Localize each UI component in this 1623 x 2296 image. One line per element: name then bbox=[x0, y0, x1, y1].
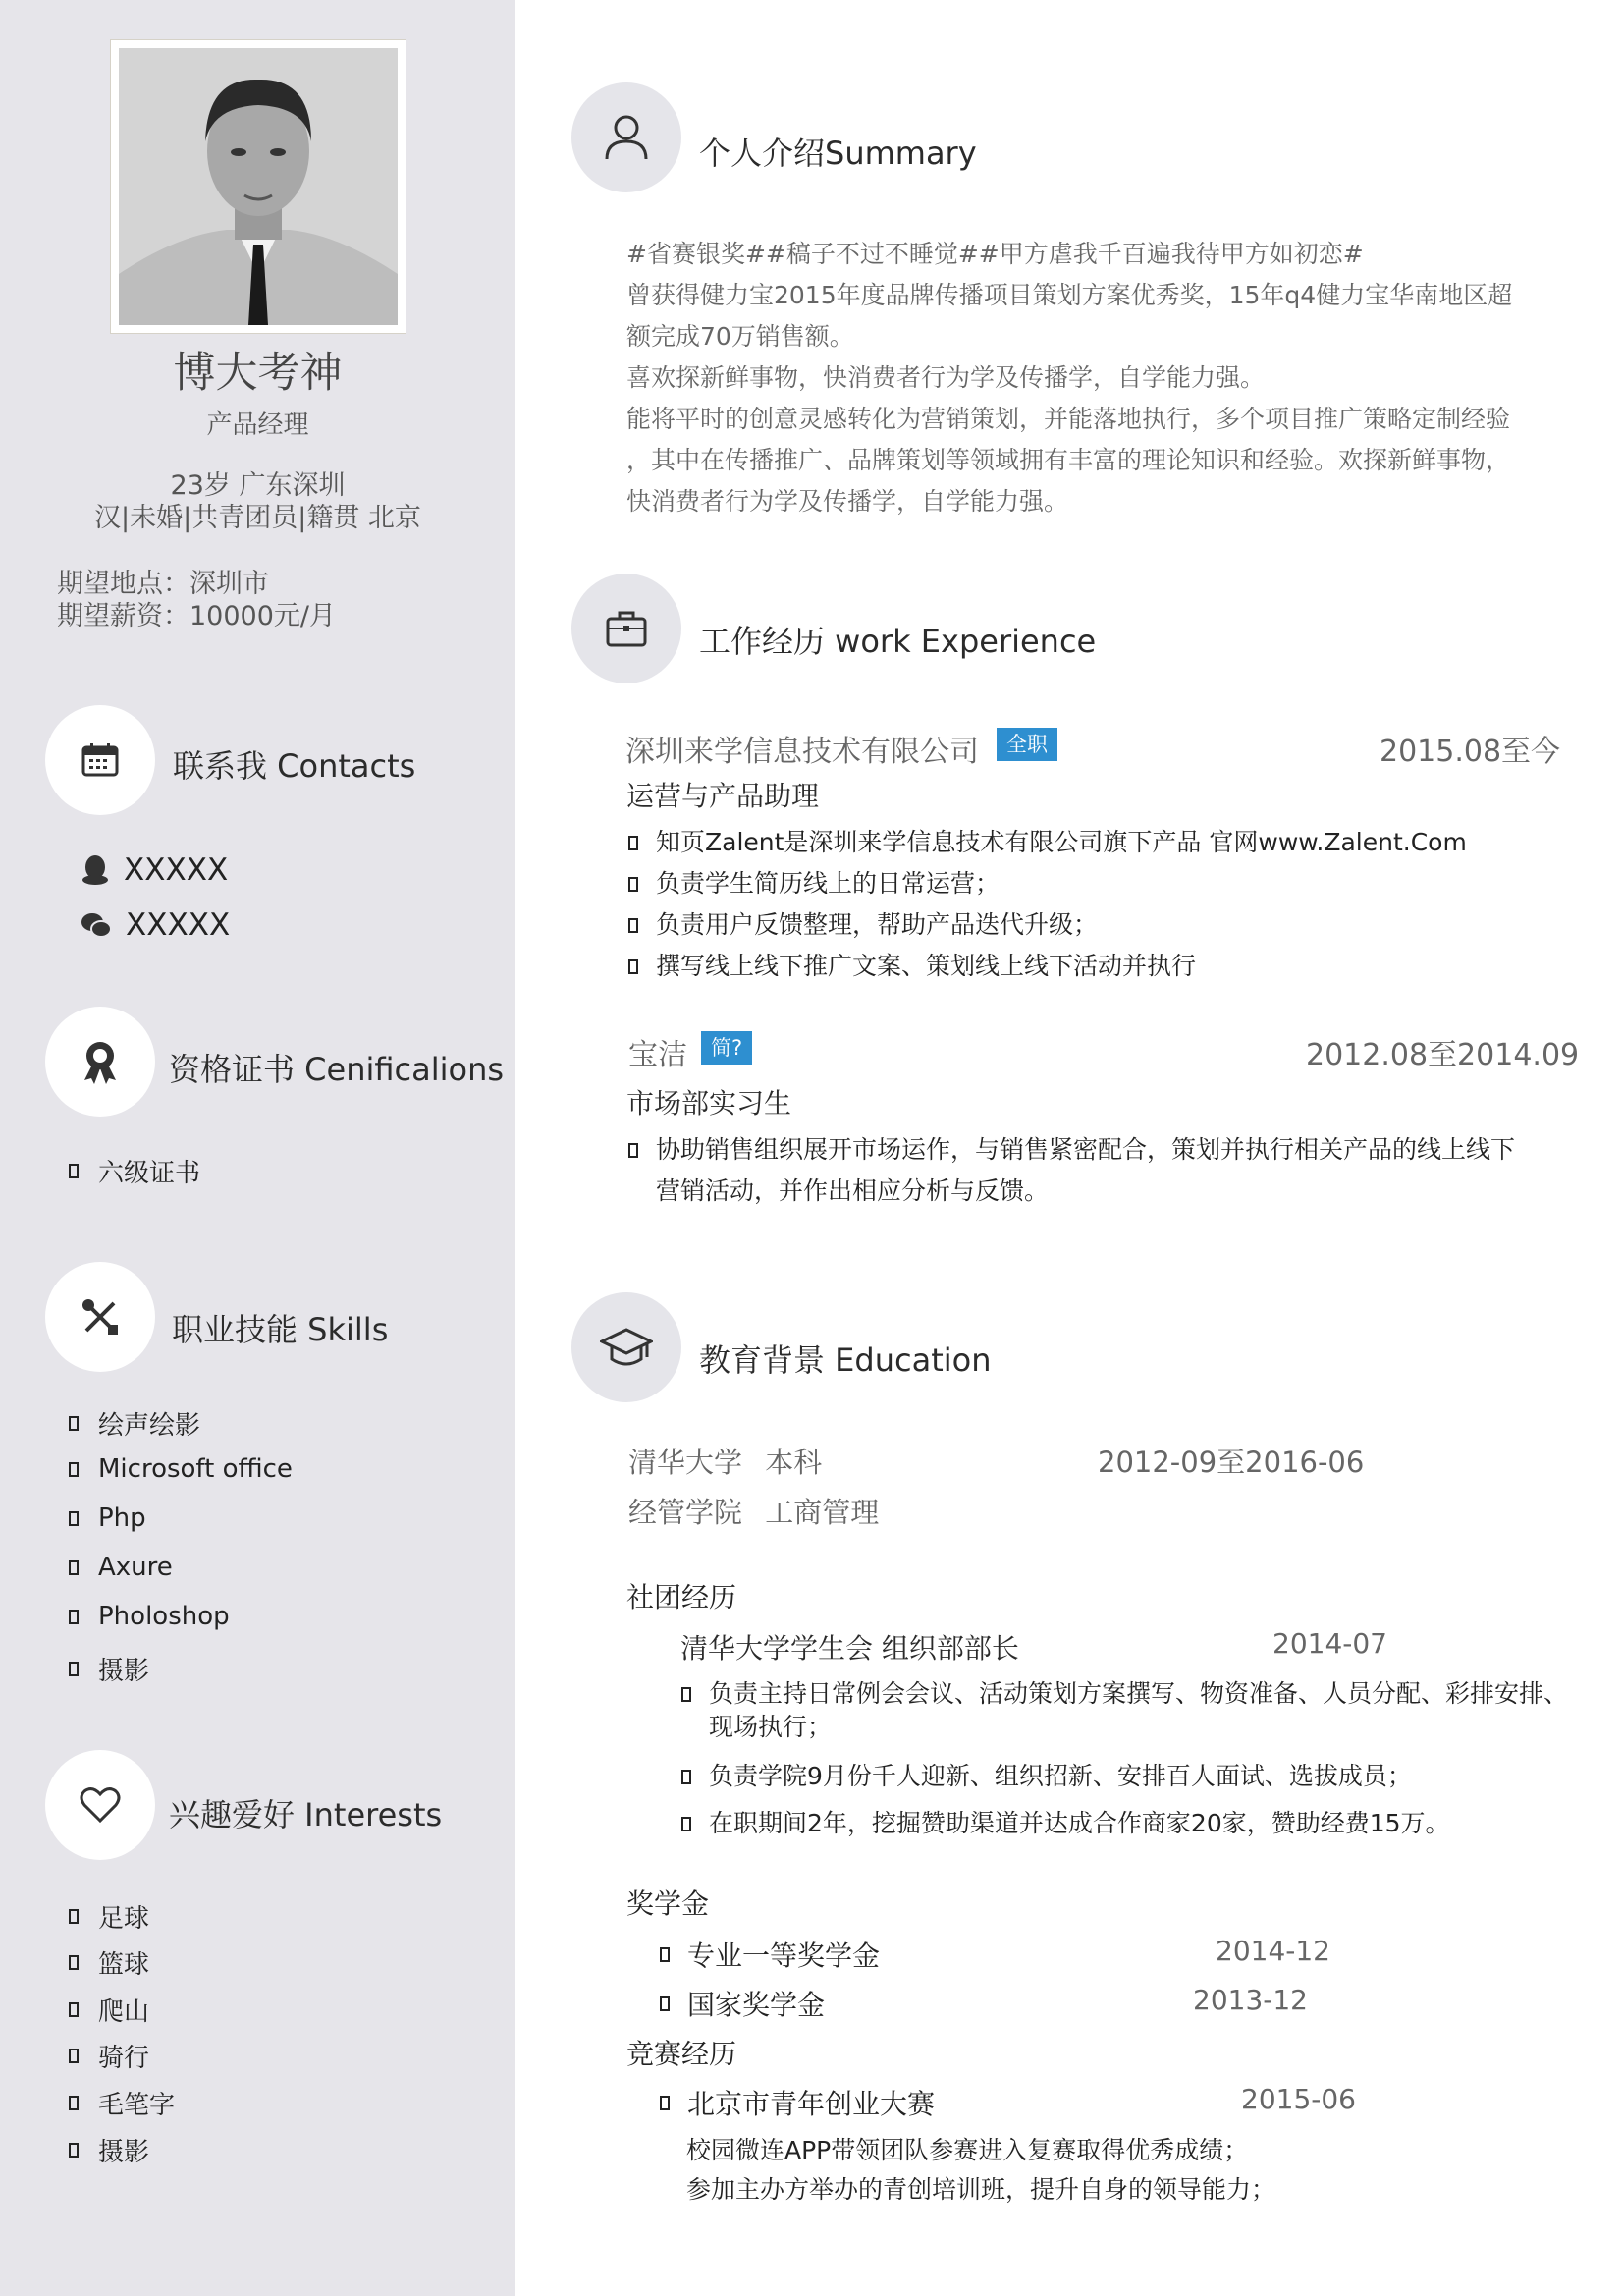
bullet-box-icon bbox=[628, 959, 638, 974]
edu-major: 工商管理 bbox=[765, 1496, 880, 1529]
club-bullet: 负责学院9月份千人迎新、组织招新、安排百人面试、选拔成员； bbox=[681, 1756, 1412, 1797]
bullet-box-icon bbox=[69, 2002, 79, 2017]
scholarship-item: 国家奖学金 bbox=[660, 1984, 825, 2023]
bullet-box-icon bbox=[69, 1909, 79, 1924]
interest-item: 摄影 bbox=[69, 2132, 149, 2168]
skill-item: Axure bbox=[69, 1553, 173, 1582]
qq-icon bbox=[81, 854, 110, 886]
edu-date: 2012-09至2016-06 bbox=[1098, 1446, 1365, 1479]
bullet-box-icon bbox=[69, 1955, 79, 1970]
job-title: 运营与产品助理 bbox=[626, 780, 820, 812]
bullet-box-icon bbox=[69, 1416, 79, 1431]
competition-heading: 竞赛经历 bbox=[626, 2038, 737, 2070]
job-title: 市场部实习生 bbox=[626, 1087, 792, 1120]
competition-item: 北京市青年创业大赛 bbox=[660, 2083, 935, 2122]
edu-college: 经管学院 bbox=[628, 1496, 743, 1529]
job-date: 2012.08至2014.09 bbox=[1306, 1038, 1580, 1072]
profile-name: 博大考神 bbox=[173, 349, 343, 398]
education-icon-circle bbox=[571, 1292, 681, 1402]
scholarship-heading: 奖学金 bbox=[626, 1887, 710, 1920]
interest-item: 爬山 bbox=[69, 1992, 149, 2028]
interest-item: 足球 bbox=[69, 1898, 149, 1935]
skill-item: 摄影 bbox=[69, 1651, 149, 1687]
profile-role: 产品经理 bbox=[206, 410, 309, 440]
briefcase-icon bbox=[605, 609, 648, 648]
cert-section-title: 资格证书 Cenificalions bbox=[169, 1051, 505, 1088]
wechat-value: XXXXX bbox=[126, 907, 231, 943]
calendar-icon bbox=[81, 742, 120, 778]
skill-item: Microsoft office bbox=[69, 1454, 293, 1484]
job-bullet: 知页Zalent是深圳来学信息技术有限公司旗下产品 官网www.Zalent.Com bbox=[628, 822, 1467, 863]
profile-info-personal: 汉|未婚|共青团员|籍贯 北京 bbox=[94, 503, 421, 533]
skill-item: Php bbox=[69, 1503, 146, 1533]
graduation-cap-icon bbox=[600, 1326, 653, 1369]
bullet-box-icon bbox=[660, 1947, 670, 1962]
tools-icon bbox=[81, 1297, 120, 1337]
job-company: 深圳来学信息技术有限公司 bbox=[625, 735, 979, 769]
competition-desc: 校园微连APP带领团队参赛进入复赛取得优秀成绩； 参加主办方举办的青创培训班，提升自身的领导能力； bbox=[686, 2136, 1276, 2204]
work-icon-circle bbox=[571, 574, 681, 683]
contacts-icon-circle bbox=[45, 705, 155, 815]
job-date: 2015.08至今 bbox=[1380, 735, 1561, 769]
cert-item: 六级证书 bbox=[69, 1153, 200, 1189]
scholarship-item: 专业一等奖学金 bbox=[660, 1935, 880, 1974]
scholarship-date: 2014-12 bbox=[1216, 1935, 1330, 1967]
profile-info-age-city: 23岁 广东深圳 bbox=[170, 470, 346, 501]
interest-item: 篮球 bbox=[69, 1944, 149, 1981]
bullet-box-icon bbox=[69, 1511, 79, 1526]
bullet-box-icon bbox=[660, 1996, 670, 2011]
bullet-box-icon bbox=[628, 836, 638, 850]
bullet-box-icon bbox=[628, 1143, 638, 1158]
expected-salary: 期望薪资：10000元/月 bbox=[57, 601, 336, 631]
summary-icon-circle bbox=[571, 82, 681, 192]
portrait-image bbox=[119, 48, 398, 325]
job-type-badge: 简? bbox=[701, 1031, 752, 1065]
bullet-box-icon bbox=[69, 1560, 79, 1575]
job-company: 宝洁 bbox=[628, 1038, 687, 1072]
bullet-box-icon bbox=[69, 2143, 79, 2158]
interest-item: 骑行 bbox=[69, 2038, 149, 2074]
edu-degree: 本科 bbox=[765, 1446, 823, 1479]
award-ribbon-icon bbox=[81, 1039, 120, 1084]
expected-location: 期望地点：深圳市 bbox=[57, 569, 269, 599]
job-type-badge: 全职 bbox=[997, 728, 1057, 761]
bullet-box-icon bbox=[69, 1462, 79, 1477]
bullet-box-icon bbox=[69, 1164, 79, 1178]
edu-school: 清华大学 bbox=[628, 1446, 743, 1479]
qq-value: XXXXX bbox=[124, 852, 229, 888]
skills-section-title: 职业技能 Skills bbox=[172, 1311, 389, 1348]
interests-icon-circle bbox=[45, 1750, 155, 1860]
bullet-box-icon bbox=[69, 1662, 79, 1676]
skill-item: Pholoshop bbox=[69, 1602, 230, 1631]
contacts-section-title: 联系我 Contacts bbox=[173, 747, 416, 785]
bullet-box-icon bbox=[69, 2096, 79, 2110]
bullet-box-icon bbox=[628, 877, 638, 892]
summary-text: #省赛银奖##稿子不过不睡觉##甲方虐我千百遍我待甲方如初恋# 曾获得健力宝2015年度品牌传播项目策划方案优秀奖，15年q4健力宝华南地区超 额完成70万销售额。 喜欢探新鲜事物，快消费者行为学及传播学，自学能力强。 能将平时的创意灵感转化为营销策划，并能落地执行，多个项目推广策略定制经验 ，其中在传播推广、品牌策划等领域拥有丰富的理论知识和经验。欢探新鲜事物， 快消费者行为学及传播学，自学能力强。 bbox=[626, 240, 1513, 516]
contact-wechat bbox=[81, 907, 230, 943]
job-bullet: 撰写线上线下推广文案、策划线上线下活动并执行 bbox=[628, 946, 1196, 987]
skill-item: 绘声绘影 bbox=[69, 1405, 200, 1442]
bullet-box-icon bbox=[628, 918, 638, 933]
heart-icon bbox=[79, 1785, 122, 1825]
bullet-box-icon bbox=[69, 2049, 79, 2063]
summary-section-title: 个人介绍Summary bbox=[699, 135, 977, 172]
club-bullet: 负责主持日常例会会议、活动策划方案撰写、物资准备、人员分配、彩排安排、 现场执行； bbox=[681, 1677, 1568, 1744]
bullet-box-icon bbox=[681, 1817, 691, 1831]
scholarship-date: 2013-12 bbox=[1193, 1984, 1308, 2016]
profile-photo bbox=[110, 39, 406, 334]
club-heading: 社团经历 bbox=[626, 1581, 737, 1613]
club-bullet: 在职期间2年，挖掘赞助渠道并达成合作商家20家，赞助经费15万。 bbox=[681, 1803, 1450, 1844]
interests-section-title: 兴趣爱好 Interests bbox=[169, 1796, 443, 1833]
interest-item: 毛笔字 bbox=[69, 2085, 175, 2121]
education-section-title: 教育背景 Education bbox=[699, 1341, 992, 1379]
bullet-box-icon bbox=[681, 1687, 691, 1702]
edu-college-row bbox=[628, 1491, 879, 1531]
edu-school-row bbox=[628, 1441, 822, 1481]
job-bullet: 负责用户反馈整理，帮助产品迭代升级； bbox=[628, 904, 1098, 946]
skills-icon-circle bbox=[45, 1262, 155, 1372]
club-date: 2014-07 bbox=[1272, 1627, 1387, 1660]
job-bullet: 协助销售组织展开市场运作，与销售紧密配合，策划并执行相关产品的线上线下 营销活动，并作出相应分析与反馈。 bbox=[628, 1129, 1515, 1212]
club-role: 清华大学学生会 组织部部长 bbox=[680, 1632, 1019, 1665]
cert-icon-circle bbox=[45, 1007, 155, 1117]
contact-qq bbox=[81, 852, 228, 888]
competition-date: 2015-06 bbox=[1241, 2083, 1356, 2115]
work-section-title: 工作经历 work Experience bbox=[699, 623, 1097, 660]
wechat-icon bbox=[81, 910, 112, 940]
bullet-box-icon bbox=[69, 1610, 79, 1624]
job-bullet: 负责学生简历线上的日常运营； bbox=[628, 863, 1000, 904]
bullet-box-icon bbox=[660, 2096, 670, 2110]
bullet-box-icon bbox=[681, 1770, 691, 1784]
person-icon bbox=[601, 112, 652, 163]
